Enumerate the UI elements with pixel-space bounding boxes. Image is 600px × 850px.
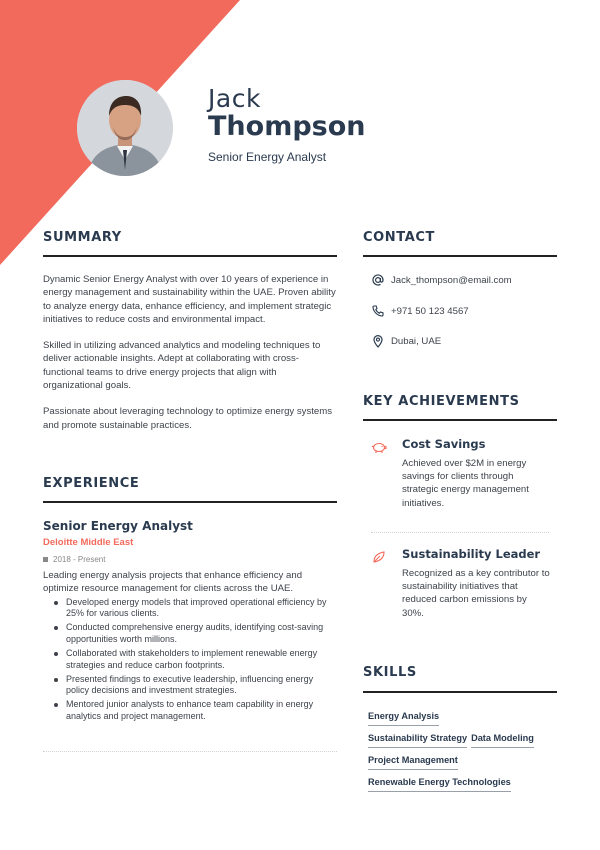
email-text[interactable]: Jack_thompson@email.com bbox=[391, 274, 512, 286]
contact-email bbox=[371, 273, 512, 287]
location-pin-icon bbox=[371, 334, 385, 348]
at-icon bbox=[371, 273, 385, 287]
experience-description: Leading energy analysis projects that enhance efficiency and optimize resource management for clients across the UAE. bbox=[43, 570, 303, 594]
contact-heading: CONTACT bbox=[363, 230, 435, 245]
experience-entry bbox=[43, 519, 337, 725]
summary-heading: SUMMARY bbox=[43, 230, 122, 245]
last-name: Thompson bbox=[208, 111, 366, 142]
experience-bullet: Developed energy models that improved operational efficiency by 25% for various clients. bbox=[54, 597, 337, 620]
summary-text bbox=[43, 273, 337, 445]
skill-tag: Energy Analysis bbox=[368, 710, 439, 726]
experience-dates bbox=[43, 555, 337, 564]
skill-tag: Project Management bbox=[368, 754, 458, 770]
experience-bullet: Conducted comprehensive energy audits, identifying cost-saving opportunities worth millions. bbox=[54, 622, 337, 645]
experience-divider bbox=[43, 751, 337, 752]
achievements-rule bbox=[363, 419, 557, 421]
achievements-heading: KEY ACHIEVEMENTS bbox=[363, 394, 520, 409]
location-text: Dubai, UAE bbox=[391, 335, 442, 347]
job-title: Senior Energy Analyst bbox=[208, 150, 327, 164]
contact-rule bbox=[363, 255, 557, 257]
first-name: Jack bbox=[208, 84, 261, 113]
experience-rule bbox=[43, 501, 337, 503]
achievement-divider bbox=[371, 532, 549, 533]
summary-paragraph: Passionate about leveraging technology to optimize energy systems and promote sustainable practices. bbox=[43, 406, 333, 431]
calendar-icon bbox=[43, 557, 48, 562]
experience-company: Deloitte Middle East bbox=[43, 537, 134, 548]
piggy-bank-icon bbox=[371, 440, 387, 454]
skill-tag: Renewable Energy Technologies bbox=[368, 776, 511, 792]
contact-location bbox=[371, 334, 441, 348]
skill-tag: Sustainability Strategy bbox=[368, 732, 467, 748]
experience-role: Senior Energy Analyst bbox=[43, 519, 193, 533]
achievement-description: Achieved over $2M in energy savings for clients through strategic energy management initiatives. bbox=[402, 458, 529, 509]
summary-paragraph: Dynamic Senior Energy Analyst with over 10 years of experience in energy management and sustainability within the UAE. Proven ability to analyze energy data, enhance efficiency, and implement strategic initiatives to reduce costs and environmental impact. bbox=[43, 274, 336, 325]
skills-rule bbox=[363, 691, 557, 693]
achievement-description: Recognized as a key contributor to sustainability initiatives that reduced carbon emissions by 30%. bbox=[402, 568, 550, 619]
contact-phone bbox=[371, 304, 469, 318]
summary-rule bbox=[43, 255, 337, 257]
experience-bullet: Presented findings to executive leadership, influencing energy policy decisions and investment strategies. bbox=[54, 674, 337, 697]
skills-heading: SKILLS bbox=[363, 665, 417, 680]
experience-bullets bbox=[54, 597, 337, 723]
experience-bullet: Collaborated with stakeholders to implement renewable energy strategies and reduce carbon footprints. bbox=[54, 648, 337, 671]
skill-tag: Data Modeling bbox=[471, 732, 534, 748]
experience-dates-text: 2018 - Present bbox=[53, 555, 106, 564]
achievement-item bbox=[371, 547, 551, 620]
leaf-icon bbox=[371, 550, 387, 564]
experience-bullet: Mentored junior analysts to enhance team capability in energy analytics and project management. bbox=[54, 699, 337, 722]
achievement-title: Cost Savings bbox=[402, 437, 486, 451]
achievement-item bbox=[371, 437, 551, 510]
experience-heading: EXPERIENCE bbox=[43, 476, 140, 491]
summary-paragraph: Skilled in utilizing advanced analytics and modeling techniques to deliver actionable insights. Adept at collaborating with cross-functional teams to drive energy projects that align with organizational goals. bbox=[43, 340, 321, 392]
skills-list bbox=[368, 710, 563, 798]
phone-text[interactable]: +971 50 123 4567 bbox=[391, 305, 469, 317]
achievement-title: Sustainability Leader bbox=[402, 547, 541, 561]
profile-photo bbox=[77, 80, 173, 176]
phone-icon bbox=[371, 304, 385, 318]
